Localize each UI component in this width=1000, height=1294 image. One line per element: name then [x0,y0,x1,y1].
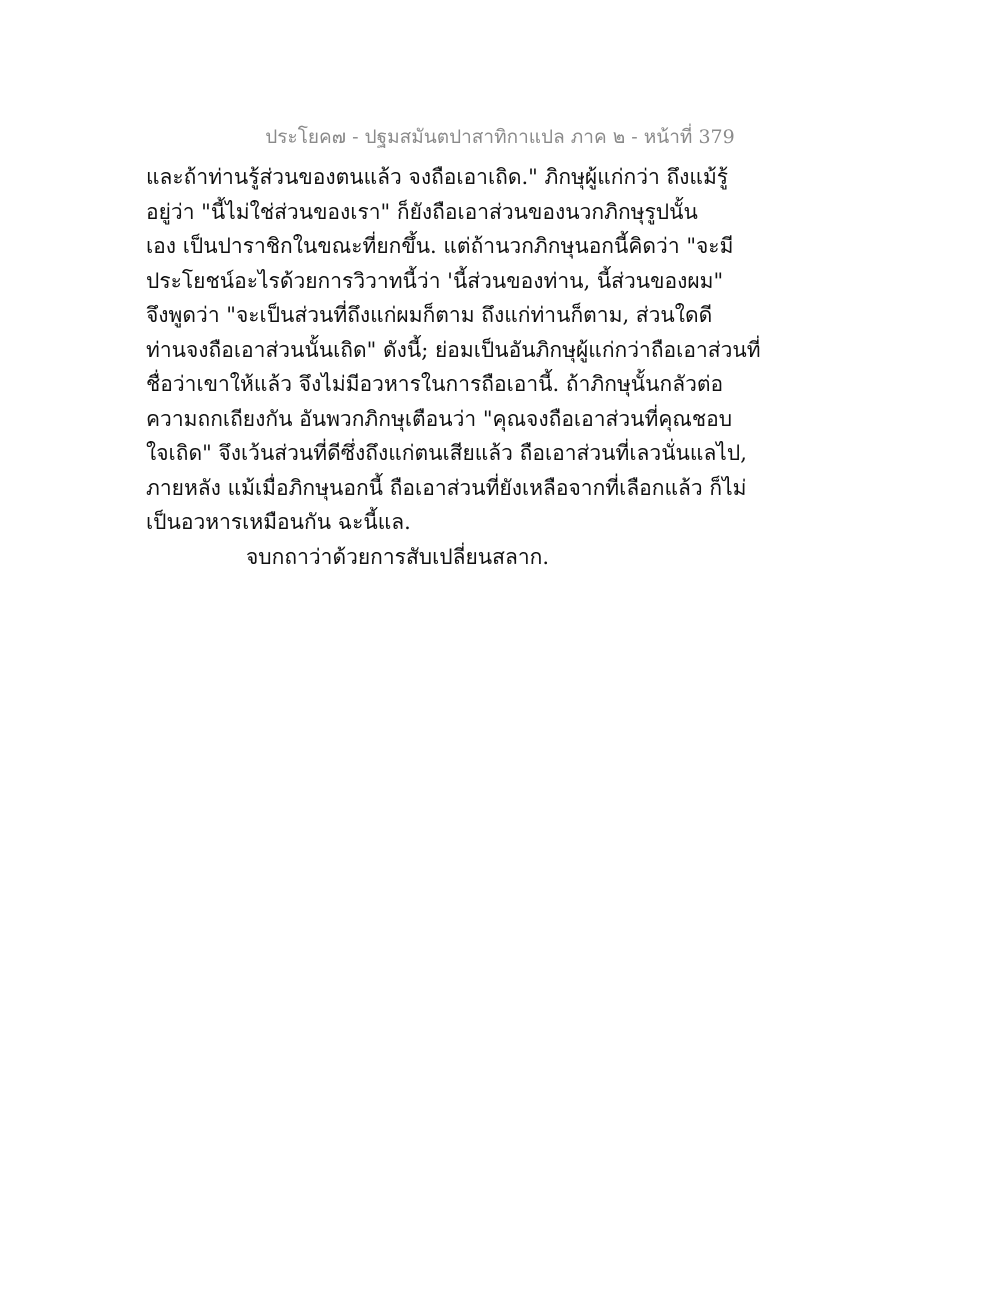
text-line-10: ภายหลัง แม้เมื่อภิกษุนอกนี้ ถือเอาส่วนที่ยังเหลือจากที่เลือกแล้ว ก็ไม่ [146,475,747,500]
text-line-6: ท่านจงถือเอาส่วนนั้นเถิด" ดังนี้; ย่อมเป็นอันภิกษุผู้แก่กว่าถือเอาส่วนที่ [146,337,761,362]
text-line-2: อยู่ว่า "นี้ไม่ใช่ส่วนของเรา" ก็ยังถือเอาส่วนของนวกภิกษุรูปนั้น [146,199,698,224]
running-header: ประโยค๗ - ปฐมสมันตปาสาทิกาแปล ภาค ๒ - หน้าที่ 379 [265,126,735,148]
text-line-1: และถ้าท่านรู้ส่วนของตนแล้ว จงถือเอาเถิด." ภิกษุผู้แก่กว่า ถึงแม้รู้ [146,165,729,189]
text-line-9: ใจเถิด" จึงเว้นส่วนที่ดีซึ่งถึงแก่ตนเสียแล้ว ถือเอาส่วนที่เลวนั่นแลไป, [146,441,747,465]
text-line-11: เป็นอวหารเหมือนกัน ฉะนี้แล. [146,510,411,534]
text-line-8: ความถกเถียงกัน อันพวกภิกษุเตือนว่า "คุณจงถือเอาส่วนที่คุณชอบ [146,406,733,431]
text-line-3: เอง เป็นปาราชิกในขณะที่ยกขึ้น. แต่ถ้านวกภิกษุนอกนี้คิดว่า "จะมี [146,234,734,258]
text-line-4: ประโยชน์อะไรด้วยการวิวาทนี้ว่า 'นี้ส่วนของท่าน, นี้ส่วนของผม" [146,268,724,293]
text-line-7: ชื่อว่าเขาให้แล้ว จึงไม่มีอวหารในการถือเอานี้. ถ้าภิกษุนั้นกลัวต่อ [146,372,724,396]
text-line-5: จึงพูดว่า "จะเป็นส่วนที่ถึงแก่ผมก็ตาม ถึงแก่ท่านก็ตาม, ส่วนใดดี [146,303,713,327]
body-text [146,160,761,574]
section-closing-line: จบกถาว่าด้วยการสับเปลี่ยนสลาก. [246,544,550,569]
